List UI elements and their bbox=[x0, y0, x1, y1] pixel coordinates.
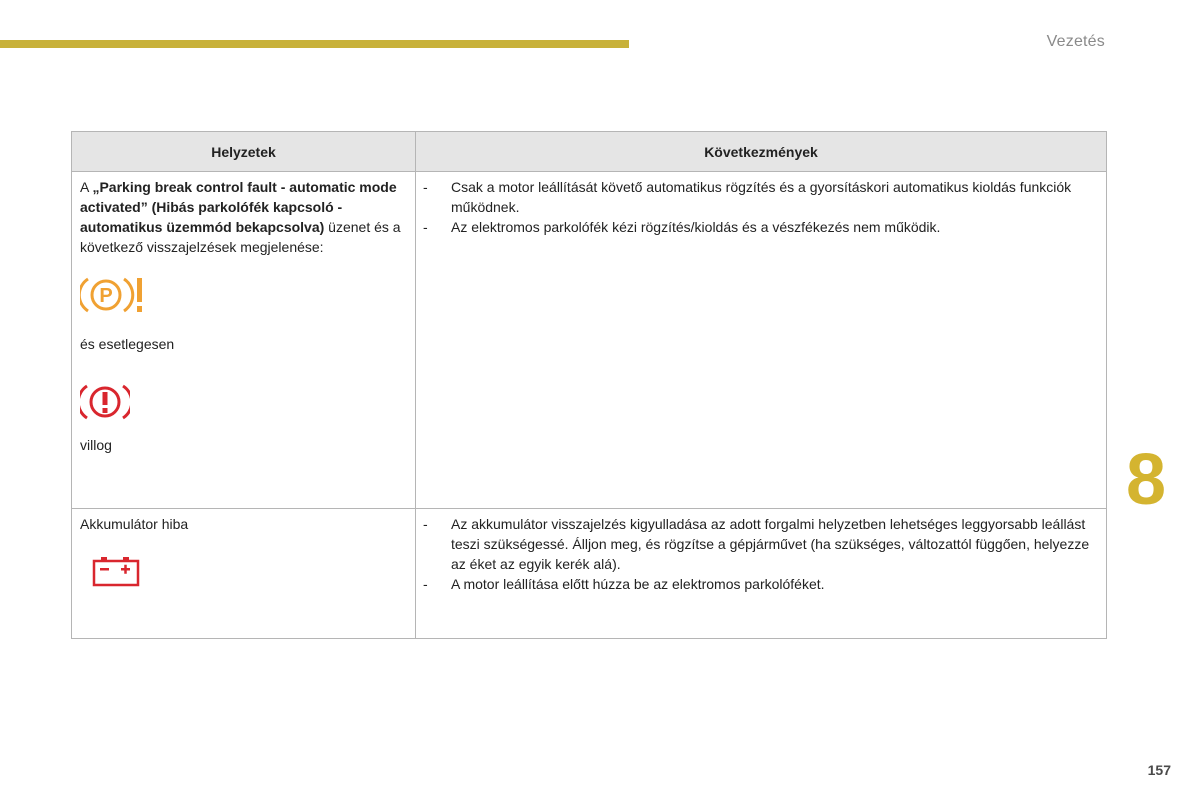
parking-brake-warning-icon bbox=[80, 275, 405, 320]
situation-cell bbox=[72, 509, 416, 639]
situation-prefix: A bbox=[80, 179, 93, 195]
and-possibly-label: és esetlegesen bbox=[80, 336, 175, 352]
column-header-situations: Helyzetek bbox=[72, 132, 416, 172]
consequence-text: A motor leállítása előtt húzza be az elektromos parkolóféket. bbox=[451, 576, 825, 592]
list-item: - Csak a motor leállítását követő automatikus rögzítés és a gyorsításkori automatikus kioldás funkciók működnek. bbox=[423, 179, 1072, 215]
brake-alert-icon bbox=[80, 382, 405, 427]
situation-message: „Parking break control fault - automatic mode activated” (Hibás parkolófék kapcsoló - automatikus üzemmód bekapcsolva) bbox=[80, 179, 397, 235]
situation-text bbox=[80, 177, 405, 257]
table-row bbox=[72, 172, 1107, 509]
page-number: 157 bbox=[1147, 762, 1171, 778]
situation-cell bbox=[72, 172, 416, 509]
svg-text:P: P bbox=[99, 285, 113, 307]
section-title: Vezetés bbox=[1046, 33, 1105, 50]
table-header-row bbox=[72, 132, 1107, 172]
blinks-label: villog bbox=[80, 437, 112, 453]
consequence-text: Az elektromos parkolófék kézi rögzítés/kioldás és a vészfékezés nem működik. bbox=[451, 219, 941, 235]
list-item: - A motor leállítása előtt húzza be az elektromos parkolóféket. bbox=[423, 576, 825, 592]
situation-suffix: üzenet és a következő visszajelzések megjelenése: bbox=[80, 219, 401, 255]
info-table bbox=[71, 131, 1107, 639]
consequence-text: Az akkumulátor visszajelzés kigyulladása az adott forgalmi helyzetben lehetséges leggyorsabb leállást teszi szükségessé. Álljon meg, és rögzítse a gépjárművet (ha szükséges, változattól függően, helyezze az éket az egyik kerék alá). bbox=[451, 516, 1090, 572]
column-header-consequences: Következmények bbox=[416, 132, 1107, 172]
consequence-list bbox=[423, 514, 1094, 594]
consequence-cell bbox=[416, 509, 1107, 639]
table-row bbox=[72, 509, 1107, 639]
accent-bar bbox=[0, 40, 629, 48]
situation-text: Akkumulátor hiba bbox=[80, 516, 189, 532]
battery-icon bbox=[92, 554, 405, 593]
list-item: - Az akkumulátor visszajelzés kigyulladása az adott forgalmi helyzetben lehetséges leggyorsabb leállást teszi szükségessé. Álljon meg, és rögzítse a gépjárművet (ha szükséges, változattól függően, helyezze az éket az egyik kerék alá). bbox=[423, 516, 1090, 572]
chapter-number: 8 bbox=[1126, 440, 1167, 520]
consequence-list bbox=[423, 177, 1094, 237]
consequence-text: Csak a motor leállítását követő automatikus rögzítés és a gyorsításkori automatikus kioldás funkciók működnek. bbox=[451, 179, 1072, 215]
consequence-cell bbox=[416, 172, 1107, 509]
list-item: - Az elektromos parkolófék kézi rögzítés/kioldás és a vészfékezés nem működik. bbox=[423, 219, 941, 235]
